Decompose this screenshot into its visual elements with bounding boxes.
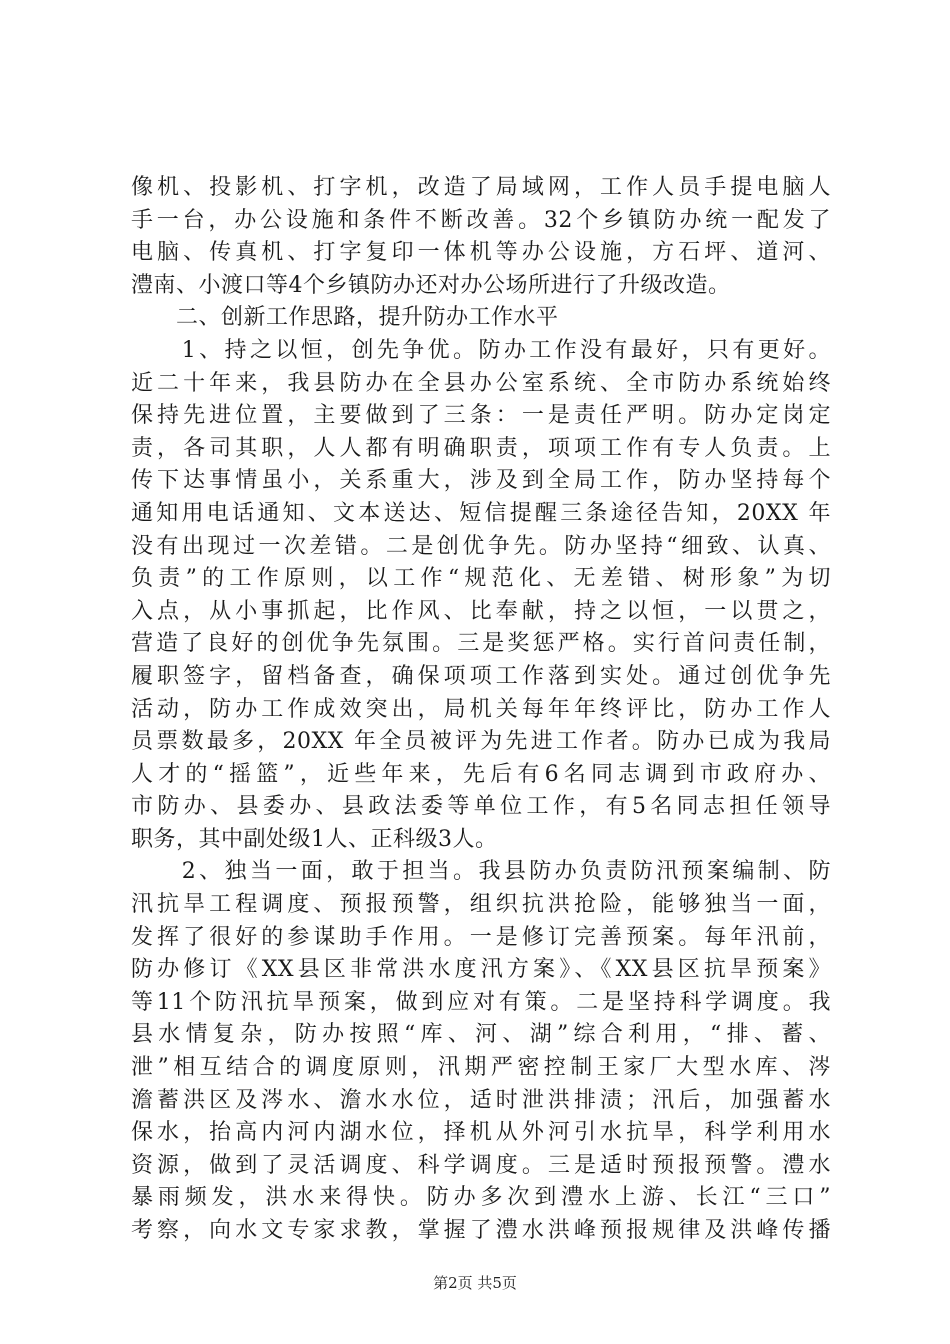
- text-line: 活动，防办工作成效突出，局机关每年年终评比，防办工作人: [131, 696, 831, 722]
- text-line: 人才的“摇篮”，近些年来，先后有6名同志调到市政府办、: [131, 761, 831, 787]
- text-line: 没有出现过一次差错。二是创优争先。防办坚持“细致、认真、: [131, 533, 831, 559]
- text-line: 暴雨频发，洪水来得快。防办多次到澧水上游、长江“三口”: [131, 1185, 831, 1211]
- text-line: 县水情复杂，防办按照“库、河、湖”综合利用，“排、蓄、: [131, 1022, 831, 1048]
- text-line: 负责”的工作原则，以工作“规范化、无差错、树形象”为切: [131, 566, 831, 592]
- text-line: 履职签字，留档备查，确保项项工作落到实处。通过创优争先: [131, 663, 831, 689]
- text-line: 保水，抬高内河内湖水位，择机从外河引水抗旱，科学利用水: [131, 1120, 831, 1146]
- text-line: 保持先进位置，主要做到了三条：一是责任严明。防办定岗定: [131, 403, 831, 429]
- text-line: 汛抗旱工程调度、预报预警，组织抗洪抢险，能够独当一面，: [131, 892, 831, 918]
- text-line: 澹蓄洪区及涔水、澹水水位，适时泄洪排渍；汛后，加强蓄水: [131, 1087, 831, 1113]
- text-line: 等11个防汛抗旱预案，做到应对有策。二是坚持科学调度。我: [131, 989, 831, 1015]
- text-line: 入点，从小事抓起，比作风、比奉献，持之以恒，一以贯之，: [131, 598, 831, 624]
- text-line: 市防办、县委办、县政法委等单位工作，有5名同志担任领导: [131, 794, 831, 820]
- text-line: 资源，做到了灵活调度、科学调度。三是适时预报预警。澧水: [131, 1152, 831, 1178]
- body-text: [131, 172, 831, 1248]
- text-line: 2、独当一面，敢于担当。我县防办负责防汛预案编制、防: [131, 859, 831, 885]
- text-line: 考察，向水文专家求教，掌握了澧水洪峰预报规律及洪峰传播: [131, 1218, 831, 1243]
- text-line: 电脑、传真机、打字复印一体机等办公设施，方石坪、道河、: [131, 240, 831, 266]
- text-line: 职务，其中副处级1人、正科级3人。: [131, 826, 498, 852]
- text-line: 二、创新工作思路，提升防办工作水平: [131, 305, 559, 331]
- text-line: 近二十年来，我县防办在全县办公室系统、全市防办系统始终: [131, 370, 831, 396]
- text-line: 通知用电话通知、文本送达、短信提醒三条途径告知，20XX 年: [131, 500, 831, 526]
- page-footer: 第2页 共5页: [433, 1274, 517, 1292]
- text-line: 手一台，办公设施和条件不断改善。32个乡镇防办统一配发了: [131, 207, 831, 233]
- text-line: 营造了良好的创优争先氛围。三是奖惩严格。实行首问责任制，: [131, 631, 831, 657]
- text-line: 泄”相互结合的调度原则，汛期严密控制王家厂大型水库、涔: [131, 1055, 831, 1081]
- text-line: 发挥了很好的参谋助手作用。一是修订完善预案。每年汛前，: [131, 924, 831, 950]
- text-line: 员票数最多，20XX 年全员被评为先进工作者。防办已成为我局: [131, 729, 831, 755]
- text-line: 传下达事情虽小，关系重大，涉及到全局工作，防办坚持每个: [131, 468, 831, 494]
- text-line: 责，各司其职，人人都有明确职责，项项工作有专人负责。上: [131, 435, 831, 461]
- text-line: 澧南、小渡口等4个乡镇防办还对办公场所进行了升级改造。: [131, 272, 731, 298]
- text-line: 防办修订《XX县区非常洪水度汛方案》、《XX县区抗旱预案》: [131, 957, 831, 983]
- text-line: 像机、投影机、打字机，改造了局域网，工作人员手提电脑人: [131, 175, 831, 200]
- text-line: 1、持之以恒，创先争优。防办工作没有最好，只有更好。: [131, 337, 831, 363]
